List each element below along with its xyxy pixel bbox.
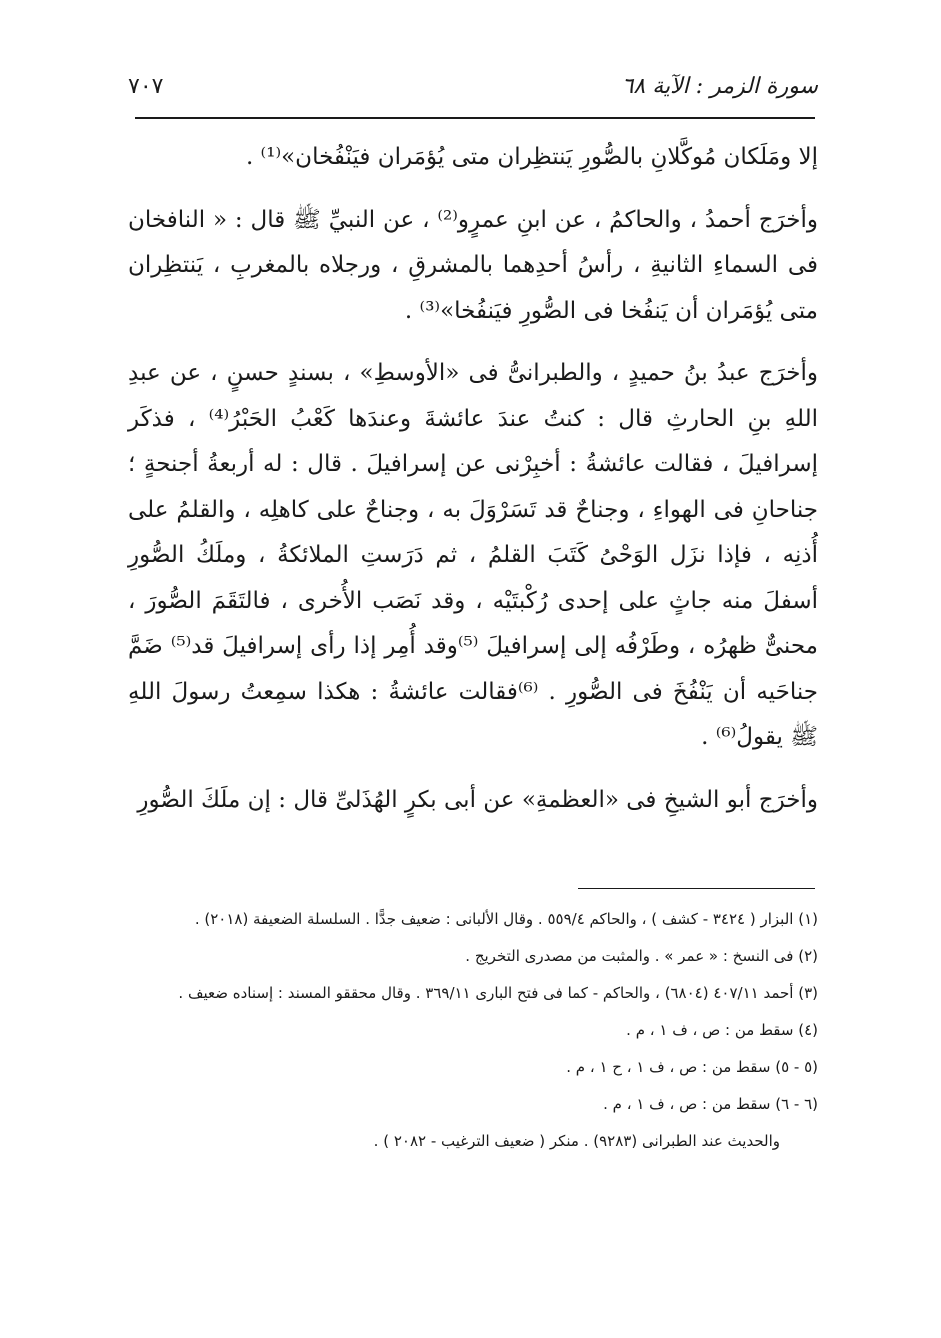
footnote-4: (٤) سقط من : ص ، ف ١ ، م . [626,1021,818,1039]
header-rule [135,117,815,119]
footnote-6: (٦ - ٦) سقط من : ص ، ف ١ ، م . [603,1095,818,1113]
footnote-3: (٣) أحمد ٤٠٧/١١ (٦٨٠٤) ، والحاكم - كما فى فتح البارى ٣٦٩/١١ . وقال محققو المسند : إسناده ضعيف . [178,984,818,1002]
paragraph: وأخرَج أبو الشيخِ فى «العظمةِ» عن أبى بكرٍ الهُذَلىِّ قال : إن ملَكَ الصُّورِ [137,786,818,813]
paragraph: إلا ومَلَكان مُوكَّلانِ بالصُّورِ يَنتظِران متى يُؤمَران فيَنْفُخان»⁽¹⁾ . [245,144,818,170]
footnote-5: (٥ - ٥) سقط من : ص ، ف ١ ، ح ١ ، م . [566,1058,818,1076]
footnote-2: (٢) فى النسخ : « عمر » . والمثبت من مصدرى التخريج . [465,947,818,965]
footnote-1: (١) البزار ( ٣٤٢٤ - كشف ) ، والحاكم ٥٥٩/٤ . وقال الألبانى : ضعيف جدًّا . السلسلة الضعيفة (٢٠١٨) . [194,910,818,928]
footnote-separator [578,888,815,889]
page-header [128,66,818,106]
footnotes [128,906,818,1165]
running-title: سورة الزمر : الآية ٦٨ [621,73,818,99]
page-number: ٧٠٧ [128,73,164,99]
paragraph: وأخرَج عبدُ بنُ حميدٍ ، والطبرانىُّ فى «الأوسطِ» ، بسندٍ حسنٍ ، عن عبدِ اللهِ بنِ الحارثِ قال : كنتُ عندَ عائشةَ وعندَها كَعْبُ الحَبْرُ⁽⁴⁾ ، فذكَر إسرافيلَ ، فقالت عائشةُ : أخبِرْنى عن إسرافيلَ . قال : له أربعةُ أجنحةٍ ؛ جناحانِ فى الهواءِ ، وجناحٌ قد تَسَرْوَلَ به ، وجناحٌ على كاهلِه ، والقلمُ على أُذنِه ، فإذا نزَل الوَحْىُ كَتَبَ القلمُ ، ثم دَرَستِ الملائكةُ ، وملَكُ الصُّورِ أسفلَ منه جاثٍ على إحدى رُكْبتَيْه ، وقد نَصَب الأُخرى ، فالتَقَمَ الصُّورَ ، محنىٌّ ظهرُه ، وطَرْفُه إلى إسرافيلَ ⁽⁵⁾وقد أُمِر إذا رأى إسرافيلَ قد⁽⁵⁾ ضَمَّ جناحَيه أن يَنْفُخَ فى الصُّورِ . ⁽⁶⁾فقالت عائشةُ : هكذا سمِعتُ رسولَ اللهِ ﷺ يقولُ⁽⁶⁾ . [128,360,819,750]
footnote-note: والحديث عند الطبرانى (٩٢٨٣) . منكر ( ضعيف الترغيب - ٢٠٨٢ ) . [373,1132,780,1150]
paragraph: وأخرَج أحمدُ ، والحاكمُ ، عن ابنِ عمرٍو⁽²⁾ ، عن النبيِّ ﷺ قال : « النافخان فى السماءِ الثانيةِ ، رأسُ أحدِهما بالمشرقِ ، ورجلاه بالمغربِ ، يَنتظِران متى يُؤمَران أن يَنفُخا فى الصُّورِ فيَنفُخا»⁽³⁾ . [128,206,818,324]
main-text [128,135,818,840]
